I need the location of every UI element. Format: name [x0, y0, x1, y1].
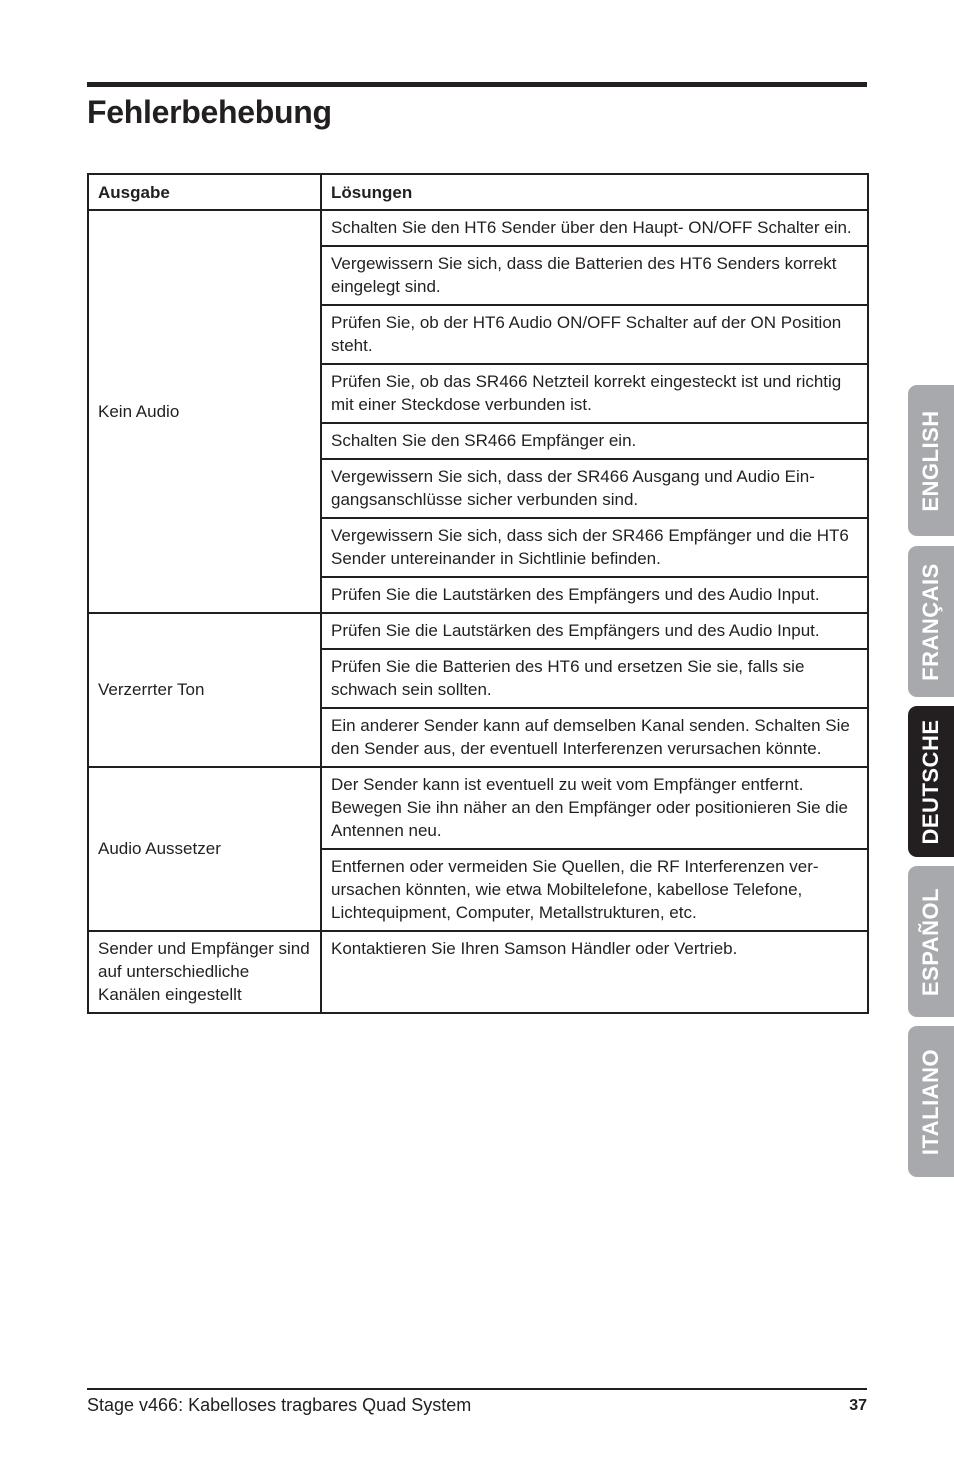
solution-cell: Vergewissern Sie sich, dass sich der SR466 Empfänger und die HT6 Sender untereinander in Sichtlinie befinden. [321, 518, 868, 577]
page-title: Fehlerbehebung [87, 94, 332, 130]
solution-cell: Kontaktieren Sie Ihren Samson Händler oder Vertrieb. [321, 931, 868, 1013]
language-tab-francais[interactable] [908, 546, 954, 697]
language-tab-deutsche[interactable] [908, 706, 954, 857]
issue-cell: Audio Aussetzer [88, 767, 321, 931]
table-row [88, 767, 868, 849]
issue-cell: Sender und Empfänger sind auf unterschiedliche Kanälen eingestellt [88, 931, 321, 1013]
table-row [88, 613, 868, 649]
footer-title: Stage v466: Kabelloses tragbares Quad System [87, 1395, 472, 1415]
table-row [88, 210, 868, 246]
column-header-issue: Ausgabe [88, 174, 321, 210]
language-tab-english[interactable] [908, 385, 954, 536]
language-tab-espanol[interactable] [908, 866, 954, 1017]
solution-cell: Prüfen Sie, ob das SR466 Netzteil korrekt eingesteckt ist und richtig mit einer Steckdose verbunden ist. [321, 364, 868, 423]
solution-cell: Schalten Sie den HT6 Sender über den Haupt- ON/OFF Schalter ein. [321, 210, 868, 246]
issue-cell: Verzerrter Ton [88, 613, 321, 767]
language-tab-label: DEUTSCHE [918, 718, 943, 845]
language-tab-italiano[interactable] [908, 1026, 954, 1177]
solution-cell: Vergewissern Sie sich, dass die Batterien des HT6 Senders korrekt eingelegt sind. [321, 246, 868, 305]
solution-cell: Prüfen Sie die Lautstärken des Empfängers und des Audio Input. [321, 613, 868, 649]
solution-cell: Prüfen Sie die Batterien des HT6 und ersetzen Sie sie, falls sie schwach sein sollten. [321, 649, 868, 708]
solution-cell: Prüfen Sie, ob der HT6 Audio ON/OFF Schalter auf der ON Position steht. [321, 305, 868, 364]
troubleshooting-table [87, 173, 869, 1014]
top-rule [87, 82, 867, 87]
language-tab-label: ESPAÑOL [918, 887, 943, 996]
language-tab-label: FRANÇAIS [918, 562, 943, 681]
language-tab-label: ENGLISH [918, 409, 943, 512]
table-row [88, 931, 868, 1013]
footer-rule [87, 1388, 867, 1390]
solution-cell: Prüfen Sie die Lautstärken des Empfängers und des Audio Input. [321, 577, 868, 613]
solution-cell: Ein anderer Sender kann auf demselben Kanal senden. Schalten Sie den Sender aus, der eventuell Interferenzen verursachen könnte. [321, 708, 868, 767]
language-tab-label: ITALIANO [918, 1048, 943, 1155]
issue-cell: Kein Audio [88, 210, 321, 613]
solution-cell: Der Sender kann ist eventuell zu weit vom Empfänger entfernt. Bewegen Sie ihn näher an den Empfänger oder positionieren Sie die Antennen neu. [321, 767, 868, 849]
solution-cell: Schalten Sie den SR466 Empfänger ein. [321, 423, 868, 459]
solution-cell: Entfernen oder vermeiden Sie Quellen, die RF Interferenzen ver-ursachen könnten, wie etwa Mobiltelefone, kabellose Telefone, Lichtequipment, Computer, Metallstrukturen, etc. [321, 849, 868, 931]
table-header-row [88, 174, 868, 210]
solution-cell: Vergewissern Sie sich, dass der SR466 Ausgang und Audio Ein-gangsanschlüsse sicher verbunden sind. [321, 459, 868, 518]
page-number: 37 [849, 1397, 867, 1414]
column-header-solutions: Lösungen [321, 174, 868, 210]
